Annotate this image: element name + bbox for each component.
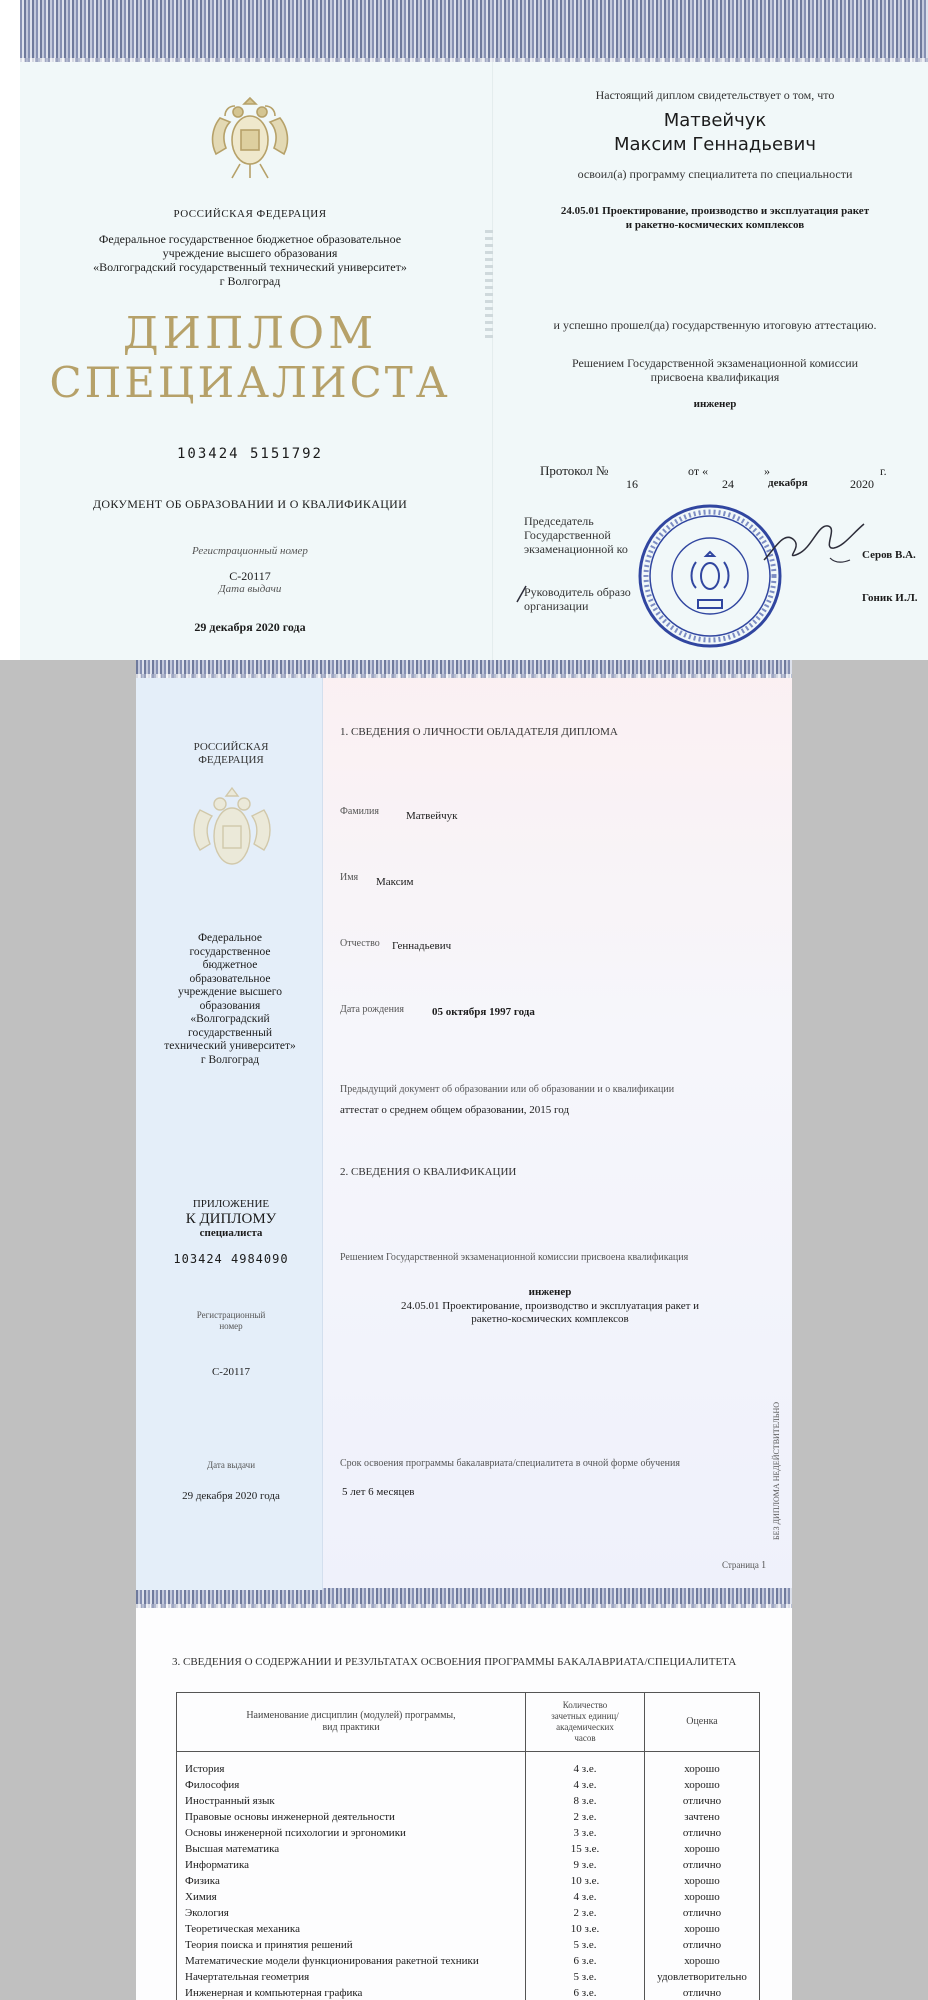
- diploma-serial-number: 103424 5151792: [176, 446, 323, 462]
- appendix-title-line2: К ДИПЛОМУ: [185, 1211, 277, 1227]
- grade-cell: хорошо: [684, 1875, 720, 1887]
- mastered-text: освоил(а) программу специалитета по специальности: [577, 167, 853, 181]
- units-cell: 15 з.е.: [526, 1841, 645, 1857]
- previous-document-value: аттестат о среднем общем образовании, 2015 год: [340, 1104, 570, 1116]
- appendix-qualification: инженер: [528, 1286, 572, 1298]
- discipline-cell: Химия: [177, 1889, 526, 1905]
- units-cell: 9 з.е.: [526, 1857, 645, 1873]
- head-label-line: Руководитель образо: [524, 585, 631, 599]
- head-label-line: организации: [524, 599, 589, 613]
- protocol-from: от «: [688, 464, 709, 478]
- holder-name-patronymic: Максим Геннадьевич: [613, 134, 817, 155]
- discipline-cell: История: [177, 1751, 526, 1777]
- protocol-label: Протокол №: [540, 463, 609, 478]
- discipline-cell: Основы инженерной психологии и эргономики: [177, 1825, 526, 1841]
- specialty-line: и ракетно-космических комплексов: [625, 219, 805, 231]
- appendix-org-line: образовательное: [189, 972, 271, 985]
- top-ornamental-border: [0, 0, 928, 62]
- page-number-value: 1: [761, 1560, 767, 1571]
- registration-number: С-20117: [229, 569, 271, 583]
- grades-table-frame: [176, 1692, 760, 2000]
- discipline-cell: Высшая математика: [177, 1841, 526, 1857]
- discipline-cell: Философия: [177, 1777, 526, 1793]
- protocol-year: 2020: [850, 477, 874, 491]
- protocol-number: 16: [626, 477, 638, 491]
- patronymic-label: Отчество: [340, 938, 380, 949]
- top-ornamental-border: [136, 660, 792, 678]
- section2-title: 2. СВЕДЕНИЯ О КВАЛИФИКАЦИИ: [340, 1166, 517, 1178]
- appendix-title-line1: ПРИЛОЖЕНИЕ: [192, 1198, 270, 1210]
- units-cell: 8 з.е.: [526, 1793, 645, 1809]
- commission-text: [520, 356, 910, 384]
- grade-cell: отлично: [682, 1795, 722, 1807]
- grade-cell: отлично: [682, 1939, 722, 1951]
- col-units-header-line: академических: [556, 1721, 614, 1732]
- discipline-cell: Начертательная геометрия: [177, 1969, 526, 1985]
- discipline-cell: Информатика: [177, 1857, 526, 1873]
- holder-surname: Матвейчук: [663, 110, 767, 131]
- appendix-reg-label-line: номер: [219, 1321, 243, 1331]
- units-cell: 3 з.е.: [526, 1825, 645, 1841]
- appendix-serial-number: 103424 4984090: [173, 1252, 289, 1266]
- appendix-registration-number: С-20117: [211, 1366, 251, 1378]
- surname-label: Фамилия: [340, 806, 379, 817]
- specialty: [520, 204, 910, 232]
- appendix-title-line3: специалиста: [199, 1227, 263, 1239]
- grade-cell: хорошо: [684, 1891, 720, 1903]
- protocol-quote: »: [764, 464, 770, 478]
- discipline-cell: Теоретическая механика: [177, 1921, 526, 1937]
- appendix-title: [146, 1198, 316, 1240]
- signature-icon: [760, 510, 870, 580]
- name-value: Максим: [376, 876, 414, 888]
- table-row: [177, 1985, 759, 2000]
- discipline-cell: Теория поиска и принятия решений: [177, 1937, 526, 1953]
- protocol-day: 24: [722, 477, 734, 491]
- appendix-country-line: РОССИЙСКАЯ: [193, 741, 269, 753]
- col-discipline-header: [177, 1693, 526, 1751]
- commission-line: Решением Государственной экзаменационной комиссии: [571, 356, 859, 370]
- chair-label-line: экзаменационной ко: [524, 542, 628, 556]
- appendix-organization: [142, 932, 318, 1067]
- diploma-title-line2: СПЕЦИАЛИСТА: [49, 358, 451, 407]
- issue-date: 29 декабря 2020 года: [194, 620, 306, 634]
- discipline-cell: Экология: [177, 1905, 526, 1921]
- table-row: [177, 1889, 759, 1905]
- appendix-coat-of-arms-icon: [182, 780, 282, 890]
- col-discipline-header-line: Наименование дисциплин (модулей) программы,: [246, 1709, 456, 1721]
- table-row: [177, 1937, 759, 1953]
- passed-text: и успешно прошел(да) государственную итоговую аттестацию.: [553, 318, 877, 332]
- org-line: учреждение высшего образования: [162, 246, 338, 260]
- chair-name: Серов В.А.: [862, 549, 916, 561]
- table-row: [177, 1777, 759, 1793]
- protocol-month: декабря: [768, 477, 808, 489]
- table-row: [177, 1825, 759, 1841]
- faint-vertical-text: [485, 230, 493, 340]
- table-row: [177, 1751, 759, 1777]
- table-row: [177, 1969, 759, 1985]
- head-name: Гоник И.Л.: [862, 592, 918, 604]
- grade-cell: хорошо: [684, 1779, 720, 1791]
- appendix-org-line: г Волгоград: [200, 1053, 260, 1066]
- table-row: [177, 1809, 759, 1825]
- patronymic-value: Геннадьевич: [392, 940, 452, 952]
- col-units-header: [526, 1693, 645, 1751]
- col-units-header-line: Количество: [562, 1699, 608, 1710]
- section1-title: 1. СВЕДЕНИЯ О ЛИЧНОСТИ ОБЛАДАТЕЛЯ ДИПЛОМА: [340, 726, 618, 738]
- table-row: [177, 1921, 759, 1937]
- discipline-cell: Математические модели функционирования ракетной техники: [177, 1953, 526, 1969]
- table-row: [177, 1905, 759, 1921]
- table-row: [177, 1841, 759, 1857]
- table-row: [177, 1793, 759, 1809]
- grade-cell: отлично: [682, 1827, 722, 1839]
- appendix-country: [146, 741, 316, 767]
- grade-cell: хорошо: [684, 1843, 720, 1855]
- previous-document-label: Предыдущий документ об образовании или об образовании и о квалификации: [340, 1084, 675, 1095]
- units-cell: 2 з.е.: [526, 1905, 645, 1921]
- table-row: [177, 1953, 759, 1969]
- country-name: РОССИЙСКАЯ ФЕДЕРАЦИЯ: [173, 208, 327, 220]
- grades-table: [177, 1693, 759, 2000]
- appendix-issue-date: 29 декабря 2020 года: [182, 1490, 280, 1502]
- diploma-main-spread: [0, 0, 928, 660]
- organization-name: [40, 232, 460, 288]
- discipline-cell: Инженерная и компьютерная графика: [177, 1985, 526, 2000]
- discipline-cell: Физика: [177, 1873, 526, 1889]
- duration-value: 5 лет 6 месяцев: [342, 1486, 415, 1498]
- appendix-reg-label-line: Регистрационный: [196, 1310, 266, 1320]
- appendix-org-line: образования: [199, 999, 261, 1012]
- page-number: [722, 1560, 766, 1571]
- grade-cell: удовлетворительно: [657, 1971, 747, 1983]
- grade-cell: хорошо: [684, 1923, 720, 1935]
- grade-cell: отлично: [682, 1907, 722, 1919]
- grade-cell: зачтено: [684, 1811, 720, 1823]
- table-row: [177, 1873, 759, 1889]
- units-cell: 4 з.е.: [526, 1889, 645, 1905]
- diploma-grades-page: [136, 1590, 792, 2000]
- commission-line: присвоена квалификация: [650, 370, 780, 384]
- birth-date-label: Дата рождения: [340, 1004, 404, 1015]
- units-cell: 10 з.е.: [526, 1873, 645, 1889]
- col-discipline-header-line: вид практики: [322, 1721, 380, 1733]
- qualification: инженер: [693, 398, 737, 410]
- org-line: Федеральное государственное бюджетное образовательное: [98, 232, 402, 246]
- units-cell: 2 з.е.: [526, 1809, 645, 1825]
- left-margin: [0, 0, 20, 660]
- appendix-issue-label: Дата выдачи: [206, 1460, 256, 1470]
- units-cell: 5 з.е.: [526, 1937, 645, 1953]
- document-type: ДОКУМЕНТ ОБ ОБРАЗОВАНИИ И О КВАЛИФИКАЦИИ: [92, 497, 408, 511]
- appendix-org-line: учреждение высшего: [178, 986, 282, 998]
- appendix-specialty-line: 24.05.01 Проектирование, производство и эксплуатация ракет и: [400, 1300, 700, 1312]
- surname-value: Матвейчук: [406, 810, 458, 822]
- duration-label: Срок освоения программы бакалавриата/специалитета в очной форме обучения: [340, 1458, 680, 1469]
- specialty-line: 24.05.01 Проектирование, производство и эксплуатация ракет: [560, 205, 870, 217]
- grade-cell: отлично: [682, 1987, 722, 1999]
- diploma-appendix-page: [136, 660, 792, 1590]
- fold-line: [492, 62, 494, 660]
- appendix-country-line: ФЕДЕРАЦИЯ: [198, 754, 264, 766]
- discipline-cell: Иностранный язык: [177, 1793, 526, 1809]
- col-units-header-line: зачетных единиц/: [551, 1710, 619, 1721]
- appendix-registration-label: [146, 1310, 316, 1332]
- grade-cell: хорошо: [684, 1955, 720, 1967]
- name-label: Имя: [340, 872, 359, 883]
- appendix-org-line: государственный: [188, 1026, 272, 1039]
- col-units-header-line: часов: [574, 1732, 596, 1743]
- grade-cell: хорошо: [684, 1763, 720, 1775]
- commission-text: Решением Государственной экзаменационной комиссии присвоена квалификация: [340, 1252, 689, 1263]
- appendix-specialty-line: ракетно-космических комплексов: [471, 1313, 629, 1325]
- diploma-title-line1: ДИПЛОМ: [122, 308, 378, 359]
- appendix-org-line: государственное: [189, 945, 271, 958]
- registration-label: Регистрационный номер: [192, 545, 308, 557]
- section3-title: 3. СВЕДЕНИЯ О СОДЕРЖАНИИ И РЕЗУЛЬТАТАХ ОСВОЕНИЯ ПРОГРАММЫ БАКАЛАВРИАТА/СПЕЦИАЛИТЕТА: [172, 1656, 737, 1668]
- units-cell: 6 з.е.: [526, 1985, 645, 2000]
- units-cell: 10 з.е.: [526, 1921, 645, 1937]
- discipline-cell: Правовые основы инженерной деятельности: [177, 1809, 526, 1825]
- col-grade-header: Оценка: [645, 1693, 760, 1751]
- certify-text: Настоящий диплом свидетельствует о том, что: [595, 88, 835, 102]
- side-note-text: БЕЗ ДИПЛОМА НЕДЕЙСТВИТЕЛЬНО: [772, 1401, 781, 1540]
- units-cell: 4 з.е.: [526, 1777, 645, 1793]
- top-ornamental-border: [136, 1590, 792, 1608]
- grade-cell: отлично: [682, 1859, 722, 1871]
- org-line: г Волгоград: [219, 274, 281, 288]
- chair-label: [524, 514, 628, 556]
- appendix-specialty: [340, 1300, 760, 1326]
- coat-of-arms-icon: [200, 88, 300, 188]
- units-cell: 5 з.е.: [526, 1969, 645, 1985]
- units-cell: 4 з.е.: [526, 1751, 645, 1777]
- appendix-org-line: «Волгоградский: [190, 1013, 270, 1025]
- chair-label-line: Председатель: [524, 514, 594, 528]
- issue-date-label: Дата выдачи: [218, 583, 282, 595]
- page-label: Страница: [722, 1560, 759, 1570]
- org-line: «Волгоградский государственный технический университет»: [93, 260, 407, 274]
- side-note-vertical: [770, 1380, 784, 1540]
- protocol-year-suffix: г.: [880, 464, 887, 478]
- head-label: [524, 585, 631, 613]
- table-row: [177, 1857, 759, 1873]
- units-cell: 6 з.е.: [526, 1953, 645, 1969]
- chair-label-line: Государственной: [524, 528, 611, 542]
- grades-table-header: [177, 1693, 759, 1751]
- grades-table-body: [177, 1751, 759, 2000]
- appendix-org-line: Федеральное: [197, 932, 263, 944]
- signature-mark-icon: [514, 584, 528, 604]
- appendix-org-line: бюджетное: [202, 959, 258, 971]
- birth-date-value: 05 октября 1997 года: [432, 1006, 535, 1018]
- appendix-org-line: технический университет»: [164, 1040, 296, 1052]
